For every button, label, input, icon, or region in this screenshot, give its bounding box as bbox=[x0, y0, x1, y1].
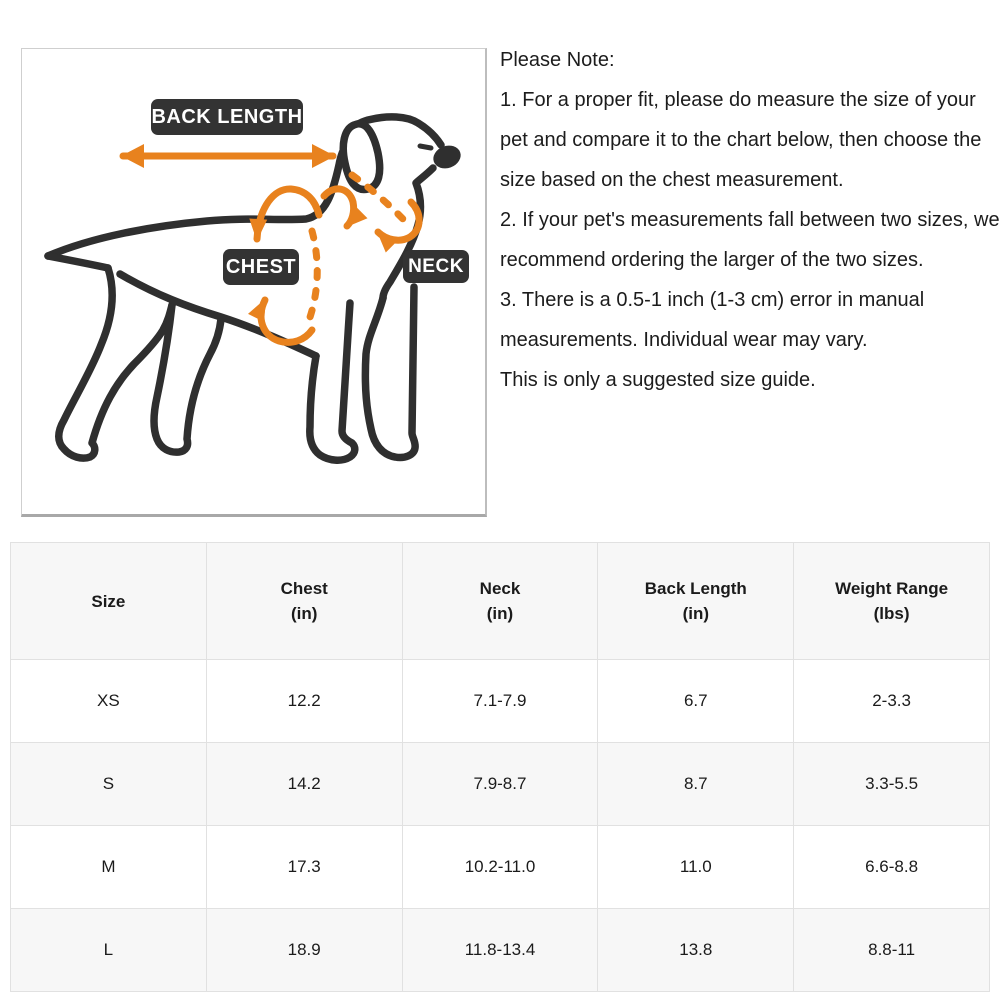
table-cell: 8.7 bbox=[598, 743, 794, 826]
table-row-xs bbox=[11, 660, 990, 743]
size-cell: L bbox=[11, 909, 207, 992]
table-cell: 14.2 bbox=[206, 743, 402, 826]
column-header-neck: Neck (in) bbox=[402, 543, 598, 660]
note-item: This is only a suggested size guide. bbox=[500, 369, 816, 391]
size-cell: XS bbox=[11, 660, 207, 743]
note-item: 3. There is a 0.5-1 inch (1-3 cm) error in manual measurements. Individual wear may vary. bbox=[500, 289, 925, 351]
column-header-size: Size bbox=[11, 543, 207, 660]
note-item: 1. For a proper fit, please do measure the size of your pet and compare it to the chart below, then choose the size based on the chest measurement. bbox=[500, 89, 982, 191]
column-header-weight-range: Weight Range (lbs) bbox=[794, 543, 990, 660]
table-cell: 7.1-7.9 bbox=[402, 660, 598, 743]
chest-label: CHEST bbox=[223, 249, 299, 285]
column-header-chest: Chest (in) bbox=[206, 543, 402, 660]
table-cell: 10.2-11.0 bbox=[402, 826, 598, 909]
neck-label: NECK bbox=[403, 250, 469, 283]
dog-measurement-diagram bbox=[21, 48, 487, 517]
table-cell: 3.3-5.5 bbox=[794, 743, 990, 826]
back-length-arrow-icon bbox=[121, 144, 335, 168]
dog-outline bbox=[48, 117, 464, 460]
table-cell: 11.0 bbox=[598, 826, 794, 909]
table-cell: 18.9 bbox=[206, 909, 402, 992]
table-cell: 12.2 bbox=[206, 660, 402, 743]
note-item: 2. If your pet's measurements fall between two sizes, we recommend ordering the larger of the two sizes. bbox=[500, 209, 1000, 271]
table-cell: 11.8-13.4 bbox=[402, 909, 598, 992]
table-cell: 7.9-8.7 bbox=[402, 743, 598, 826]
table-cell: 17.3 bbox=[206, 826, 402, 909]
table-cell: 2-3.3 bbox=[794, 660, 990, 743]
table-cell: 13.8 bbox=[598, 909, 794, 992]
table-cell: 6.6-8.8 bbox=[794, 826, 990, 909]
table-row-s bbox=[11, 743, 990, 826]
table-header-row bbox=[11, 543, 990, 660]
table-row-m bbox=[11, 826, 990, 909]
table-cell: 6.7 bbox=[598, 660, 794, 743]
note-panel bbox=[500, 40, 1000, 400]
size-cell: M bbox=[11, 826, 207, 909]
table-cell: 8.8-11 bbox=[794, 909, 990, 992]
table-row-l bbox=[11, 909, 990, 992]
size-chart-table bbox=[10, 542, 990, 992]
note-title: Please Note: bbox=[500, 49, 615, 71]
back-length-label: BACK LENGTH bbox=[151, 99, 303, 135]
column-header-back-length: Back Length (in) bbox=[598, 543, 794, 660]
size-cell: S bbox=[11, 743, 207, 826]
